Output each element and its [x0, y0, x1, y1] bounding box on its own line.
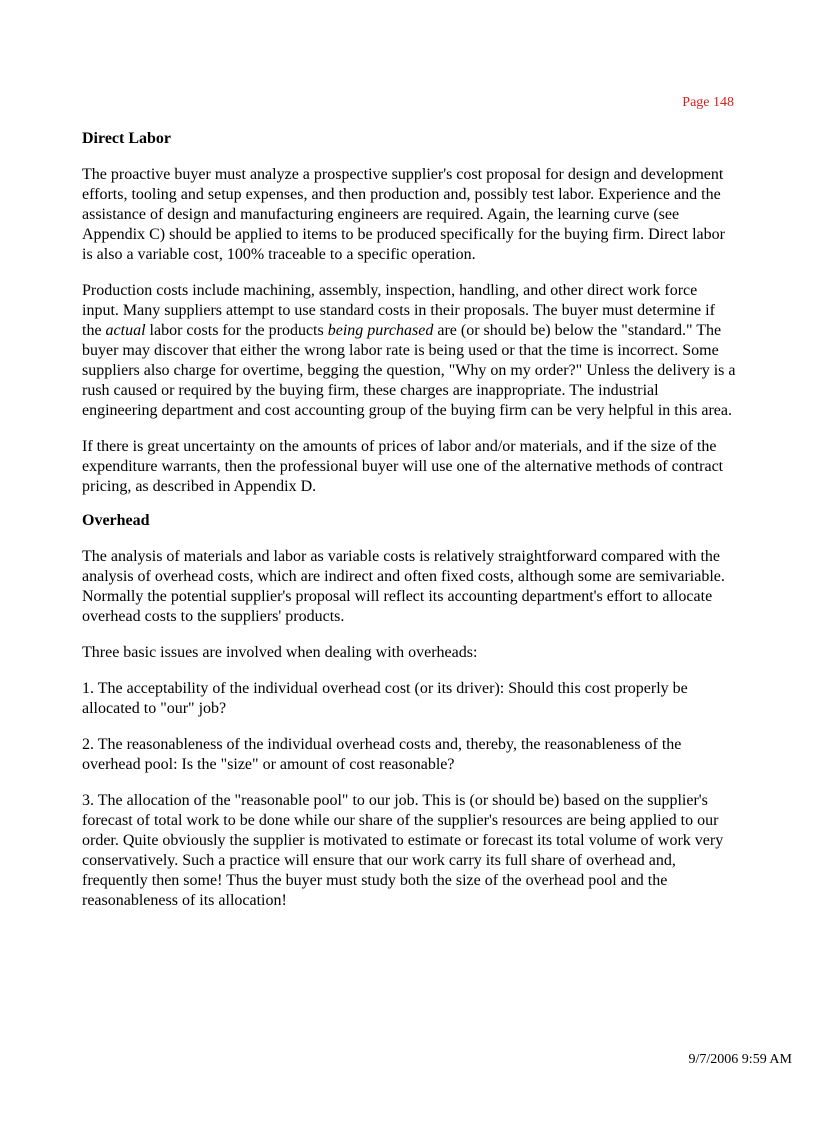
overhead-issue-1: 1. The acceptability of the individual overhead cost (or its driver): Should this cost properly be allocated to "our" job?	[82, 680, 688, 717]
direct-labor-paragraph-2	[82, 281, 736, 421]
direct-labor-paragraph-3: If there is great uncertainty on the amounts of prices of labor and/or materials, and if the size of the expenditure warrants, then the professional buyer will use one of the alternative methods of contract pricing, as described in Appendix D.	[82, 438, 724, 495]
text-run: are (or should be) below the "standard." The buyer may discover that either the wrong labor rate is being used or that the time is incorrect. Some suppliers also charge for overtime, begging the question, "Why on my order?" Unless the delivery is a rush caused or required by the buying firm, these charges are inappropriate. The industrial engineering department and cost accounting group of the buying firm can be very helpful in this area.	[82, 322, 736, 419]
overhead-heading: Overhead	[82, 512, 150, 529]
footer-timestamp: 9/7/2006 9:59 AM	[688, 1052, 792, 1067]
page-number: Page 148	[682, 95, 734, 110]
emphasis-actual: actual	[105, 322, 146, 339]
text-run: labor costs for the products	[145, 322, 328, 339]
overhead-paragraph-2: Three basic issues are involved when dealing with overheads:	[82, 644, 478, 661]
overhead-paragraph-1: The analysis of materials and labor as variable costs is relatively straightforward compared with the analysis of overhead costs, which are indirect and often fixed costs, although some are semivariable. Normally the potential supplier's proposal will reflect its accounting department's effort to allocate overhead costs to the suppliers' products.	[82, 548, 725, 625]
emphasis-being-purchased: being purchased	[327, 322, 434, 339]
overhead-issue-2: 2. The reasonableness of the individual overhead costs and, thereby, the reasonableness of the overhead pool: Is the "size" or amount of cost reasonable?	[82, 736, 682, 773]
document-body	[82, 129, 736, 927]
direct-labor-heading: Direct Labor	[82, 130, 172, 147]
text-run: Production costs include machining, assembly, inspection, handling, and other direct work force input. Many suppliers attempt to use standard costs in their proposals. The buyer must determine if the	[82, 282, 715, 339]
overhead-issue-3: 3. The allocation of the "reasonable pool" to our job. This is (or should be) based on the supplier's forecast of total work to be done while our share of the supplier's resources are being applied to our order. Quite obviously the supplier is motivated to estimate or forecast its total volume of work very conservatively. Such a practice will ensure that our work carry its full share of overhead and, frequently then some! Thus the buyer must study both the size of the overhead pool and the reasonableness of its allocation!	[82, 792, 724, 909]
direct-labor-paragraph-1: The proactive buyer must analyze a prospective supplier's cost proposal for design and development efforts, tooling and setup expenses, and then production and, possibly test labor. Experience and the assistance of design and manufacturing engineers are required. Again, the learning curve (see Appendix C) should be applied to items to be produced specifically for the buying firm. Direct labor is also a variable cost, 100% traceable to a specific operation.	[82, 166, 725, 263]
